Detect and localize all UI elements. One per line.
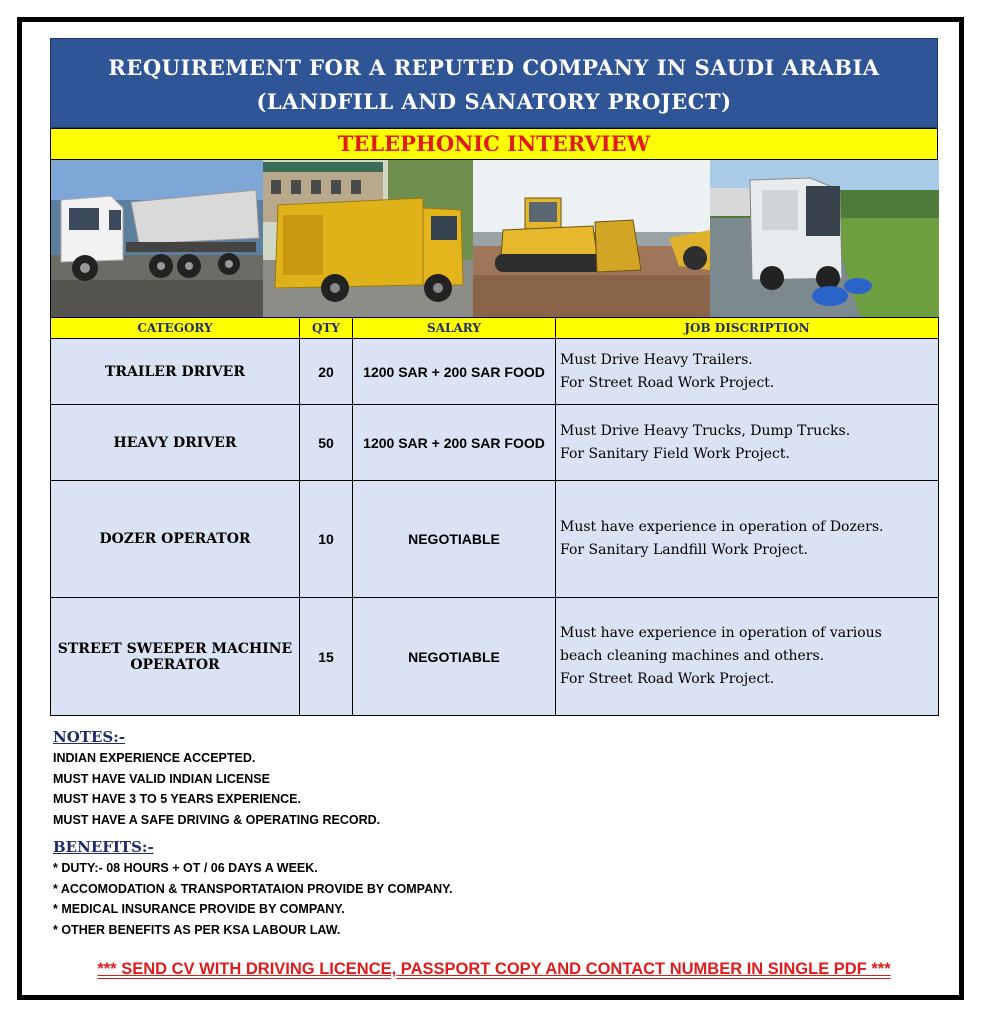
notes-title: NOTES:- [53,728,125,746]
table-row [51,405,939,481]
bulldozer-photo [473,160,710,317]
garbage-truck-photo [263,160,473,317]
row-description [556,339,939,405]
description-line: Must have experience in operation of Dozers. [560,519,884,535]
notes-item: MUST HAVE A SAFE DRIVING & OPERATING RECORD. [53,812,381,827]
description-line: For Sanitary Landfill Work Project. [560,542,808,558]
table-row [51,339,939,405]
benefits-item: * MEDICAL INSURANCE PROVIDE BY COMPANY. [53,902,345,916]
street-sweeper-photo [710,160,939,317]
header-title-line2: (LANDFILL AND SANATORY PROJECT) [256,89,732,114]
row-salary: NEGOTIABLE [353,481,556,598]
benefits-item: * ACCOMODATION & TRANSPORTATAION PROVIDE BY COMPANY. [53,881,453,896]
row-qty: 10 [300,481,353,598]
benefits-title: BENEFITS:- [53,838,154,856]
row-description [556,598,939,716]
job-table-header-row [51,318,939,339]
dump-truck-photo [51,160,263,317]
poster-header [50,38,938,128]
description-line: beach cleaning machines and others. [560,648,825,664]
header-salary: SALARY [353,318,556,339]
job-table [50,317,939,716]
row-qty: 15 [300,598,353,716]
row-category: HEAVY DRIVER [51,405,300,481]
header-qty: QTY [300,318,353,339]
notes-item: MUST HAVE VALID INDIAN LICENSE [53,771,270,786]
row-category: STREET SWEEPER MACHINE OPERATOR [51,598,300,716]
send-cv-footer [50,958,938,980]
row-salary: NEGOTIABLE [353,598,556,716]
row-qty: 50 [300,405,353,481]
row-description [556,481,939,598]
row-qty: 20 [300,339,353,405]
notes-item: INDIAN EXPERIENCE ACCEPTED. [53,751,256,765]
description-line: Must Drive Heavy Trailers. [560,351,753,368]
table-row [51,481,939,598]
description-line: Must Drive Heavy Trucks, Dump Trucks. [560,422,851,439]
benefits-item: * OTHER BENEFITS AS PER KSA LABOUR LAW. [53,922,341,937]
description-line: For Street Road Work Project. [560,374,775,391]
telephonic-interview-banner: TELEPHONIC INTERVIEW [50,128,938,160]
equipment-photo-strip [50,160,938,317]
description-line: For Sanitary Field Work Project. [560,445,790,462]
description-line: For Street Road Work Project. [560,671,775,687]
row-category: DOZER OPERATOR [51,481,300,598]
benefits-item: * DUTY:- 08 HOURS + OT / 06 DAYS A WEEK. [53,861,318,875]
header-job-description: JOB DISCRIPTION [556,318,939,339]
header-category: CATEGORY [51,318,300,339]
row-category: TRAILER DRIVER [51,339,300,405]
send-cv-text: *** SEND CV WITH DRIVING LICENCE, PASSPORT COPY AND CONTACT NUMBER IN SINGLE PDF *** [97,960,891,978]
description-line: Must have experience in operation of various [560,625,882,641]
header-title-line1: REQUIREMENT FOR A REPUTED COMPANY IN SAUDI ARABIA [108,55,880,80]
table-row [51,598,939,716]
row-salary: 1200 SAR + 200 SAR FOOD [353,339,556,405]
notes-item: MUST HAVE 3 TO 5 YEARS EXPERIENCE. [53,792,301,806]
notes-section [53,726,933,940]
row-description [556,405,939,481]
row-salary: 1200 SAR + 200 SAR FOOD [353,405,556,481]
